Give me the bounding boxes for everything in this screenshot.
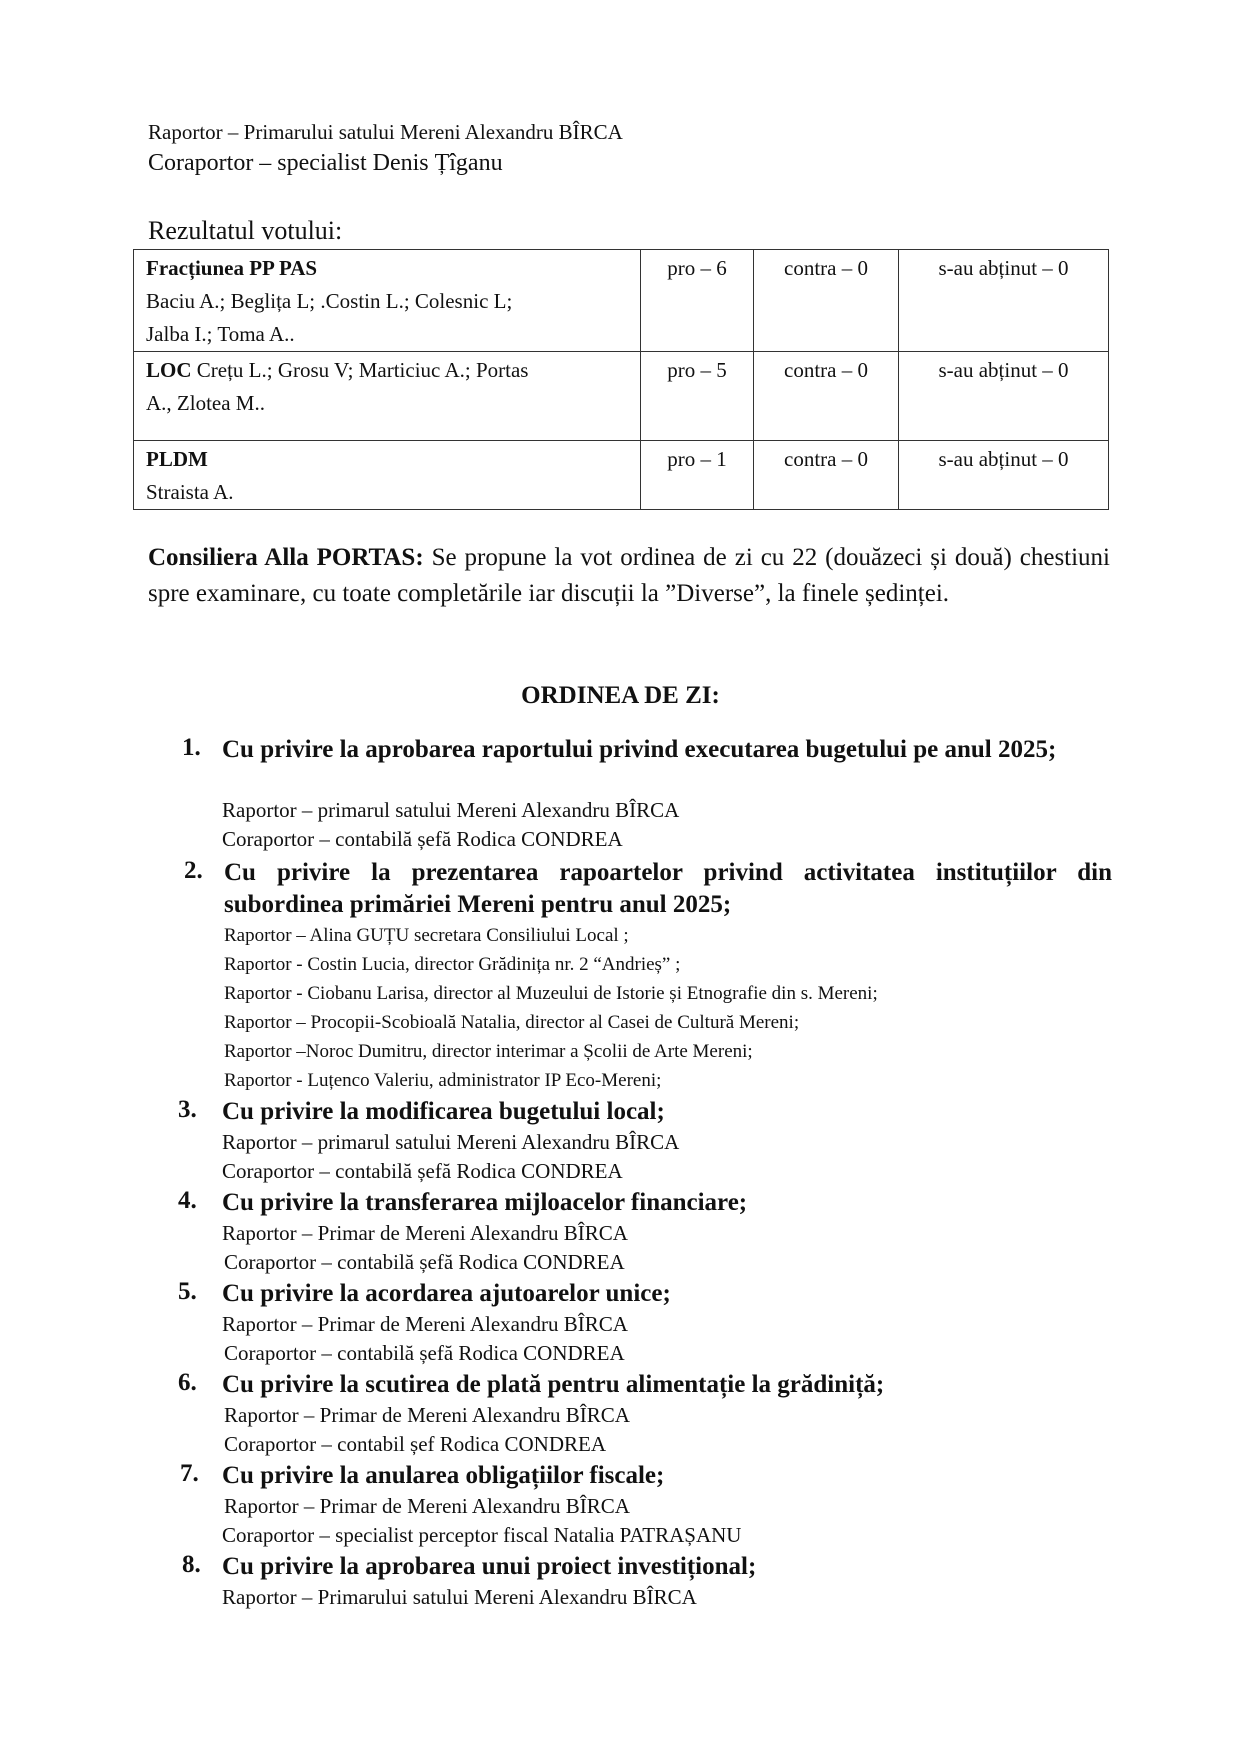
intro-raportor: Raportor – Primarului satului Mereni Alexandru BÎRCA <box>148 120 623 144</box>
item-number: 8. <box>182 1551 201 1578</box>
pro-cell: pro – 5 <box>641 352 754 441</box>
agenda-item-line: Raportor – Primar de Mereni Alexandru BÎRCA <box>222 1312 628 1336</box>
agenda-item-title: Cu privire la transferarea mijloacelor financiare; <box>222 1189 748 1216</box>
agenda-item-line: Raportor - Costin Lucia, director Grădinița nr. 2 “Andrieș” ; <box>224 954 681 975</box>
agenda-item-line: Raportor - Luțenco Valeriu, administrator IP Eco-Mereni; <box>224 1070 662 1091</box>
item-number: 7. <box>180 1460 199 1487</box>
speaker-name: Consiliera Alla PORTAS: <box>148 544 424 571</box>
vote-label: Rezultatul votului: <box>148 216 343 245</box>
item-number: 3. <box>178 1096 197 1123</box>
agenda-item-line: Coraportor – specialist perceptor fiscal Natalia PATRAȘANU <box>222 1523 742 1547</box>
intro-coraportor: Coraportor – specialist Denis Țîganu <box>148 150 503 176</box>
agenda-item-line: Raportor – Alina GUȚU secretara Consiliului Local ; <box>224 925 629 946</box>
faction-members: Straista A. <box>146 480 234 504</box>
vote-results-table <box>133 249 1109 510</box>
table-row <box>134 352 1109 441</box>
faction-members: Crețu L.; Grosu V; Marticiuc A.; Portas <box>191 358 529 382</box>
agenda-item-title: Cu privire la aprobarea raportului privind executarea bugetului pe anul 2025; <box>222 736 1057 763</box>
faction-name: PLDM <box>146 447 208 471</box>
faction-name: LOC <box>146 358 192 382</box>
abstain-cell: s-au abținut – 0 <box>899 441 1109 510</box>
agenda-item-line: Coraportor – contabilă șefă Rodica CONDREA <box>224 1341 625 1365</box>
agenda-item-line: Coraportor – contabilă șefă Rodica CONDREA <box>222 1159 623 1183</box>
contra-cell: contra – 0 <box>754 441 899 510</box>
agenda-item-line: Raportor – Primar de Mereni Alexandru BÎRCA <box>222 1221 628 1245</box>
agenda-item-line: Raportor – Procopii-Scobioală Natalia, director al Casei de Cultură Mereni; <box>224 1012 800 1033</box>
item-number: 2. <box>184 857 203 884</box>
item-number: 6. <box>178 1369 197 1396</box>
agenda-item-line: Raportor – Primar de Mereni Alexandru BÎRCA <box>224 1494 630 1518</box>
faction-members: Baciu A.; Beglița L; .Costin L.; Colesnic L; <box>146 289 513 313</box>
faction-members: A., Zlotea M.. <box>146 391 265 415</box>
faction-members: Jalba I.; Toma A.. <box>146 322 295 346</box>
proposal-paragraph <box>148 540 1110 612</box>
agenda-item-title: Cu privire la anularea obligațiilor fiscale; <box>222 1462 665 1489</box>
agenda-item-line: Raportor – Primarului satului Mereni Alexandru BÎRCA <box>222 1585 697 1609</box>
faction-cell <box>134 441 641 510</box>
pro-cell: pro – 6 <box>641 250 754 352</box>
agenda-item-title: Cu privire la aprobarea unui proiect investițional; <box>222 1553 757 1580</box>
table-row <box>134 441 1109 510</box>
agenda-item-title: Cu privire la modificarea bugetului local; <box>222 1098 665 1125</box>
agenda-item-line: Raportor –Noroc Dumitru, director interimar a Școlii de Arte Mereni; <box>224 1041 753 1062</box>
table-row <box>134 250 1109 352</box>
agenda-item-title: Cu privire la acordarea ajutoarelor unice; <box>222 1280 671 1307</box>
abstain-cell: s-au abținut – 0 <box>899 250 1109 352</box>
proposal-text: Se propune la vot ordinea de zi cu 22 (douăzeci și două) chestiuni spre examinare, cu toate completările iar discuții la ”Diverse”, la finele ședinței. <box>148 544 1111 607</box>
faction-cell <box>134 250 641 352</box>
item-number: 1. <box>182 734 201 761</box>
faction-name: Fracțiunea PP PAS <box>146 256 318 280</box>
agenda-item-line: Raportor – Primar de Mereni Alexandru BÎRCA <box>224 1403 630 1427</box>
abstain-cell: s-au abținut – 0 <box>899 352 1109 441</box>
contra-cell: contra – 0 <box>754 352 899 441</box>
item-number: 5. <box>178 1278 197 1305</box>
agenda-item-line: Raportor - Ciobanu Larisa, director al Muzeului de Istorie și Etnografie din s. Mereni; <box>224 983 878 1004</box>
pro-cell: pro – 1 <box>641 441 754 510</box>
contra-cell: contra – 0 <box>754 250 899 352</box>
agenda-item-line: Coraportor – contabilă șefă Rodica CONDREA <box>224 1250 625 1274</box>
faction-cell <box>134 352 641 441</box>
agenda-item-line: Raportor – primarul satului Mereni Alexandru BÎRCA <box>222 1130 680 1154</box>
agenda-item-line: Coraportor – contabilă șefă Rodica CONDREA <box>222 827 623 851</box>
item-number: 4. <box>178 1187 197 1214</box>
agenda-heading: ORDINEA DE ZI: <box>521 682 720 709</box>
agenda-item-line: Coraportor – contabil șef Rodica CONDREA <box>224 1432 607 1456</box>
agenda-item-title: Cu privire la scutirea de plată pentru alimentație la grădiniță; <box>222 1371 885 1398</box>
agenda-item-line: Raportor – primarul satului Mereni Alexandru BÎRCA <box>222 798 680 822</box>
agenda-item-title: Cu privire la prezentarea rapoartelor privind activitatea instituțiilor din subordinea primăriei Mereni pentru anul 2025; <box>224 859 1112 918</box>
